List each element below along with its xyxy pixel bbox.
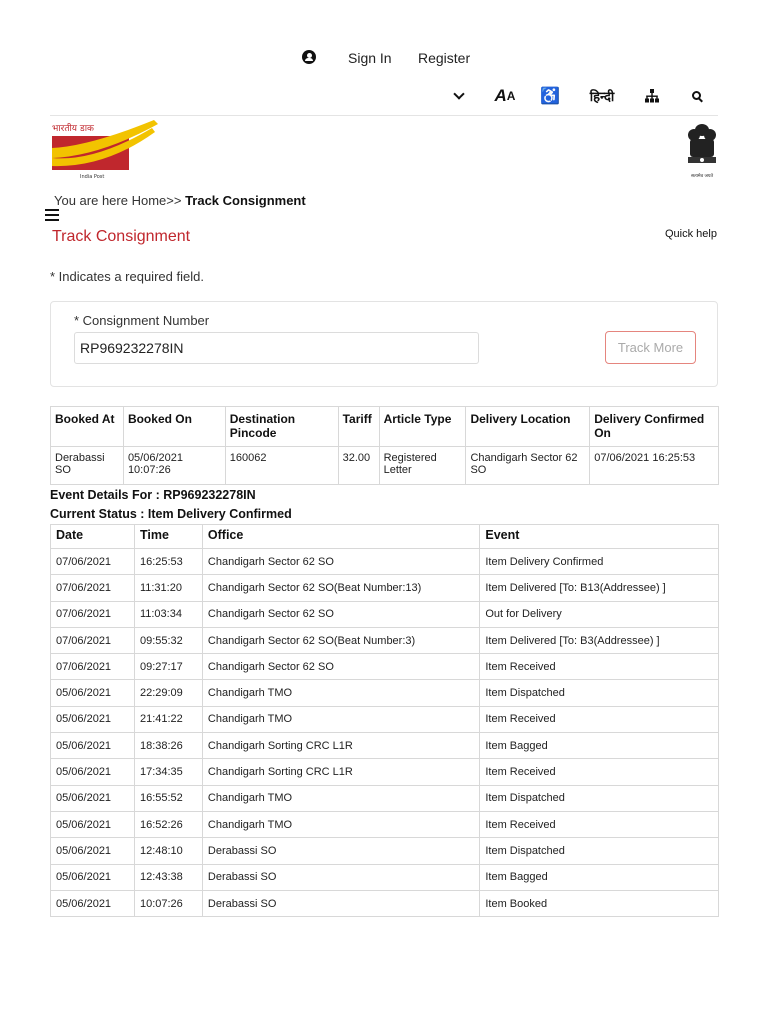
current-status: Current Status : Item Delivery Confirmed bbox=[50, 507, 292, 521]
events-table bbox=[50, 524, 719, 917]
table-cell: 05/06/2021 bbox=[51, 838, 135, 864]
table-cell: 21:41:22 bbox=[134, 706, 202, 732]
track-form bbox=[50, 301, 718, 387]
table-row bbox=[51, 733, 719, 759]
sign-in-link[interactable]: Sign In bbox=[348, 50, 392, 66]
table-cell: Out for Delivery bbox=[480, 601, 719, 627]
table-cell: Chandigarh Sector 62 SO bbox=[202, 549, 479, 575]
events-header-row bbox=[51, 525, 719, 549]
table-cell: Derabassi SO bbox=[202, 864, 479, 890]
events-header-cell: Event bbox=[480, 525, 719, 549]
events-header-cell: Office bbox=[202, 525, 479, 549]
booking-header-row bbox=[51, 407, 719, 447]
table-cell: Item Dispatched bbox=[480, 785, 719, 811]
booking-cell: 32.00 bbox=[338, 447, 379, 485]
table-cell: 12:43:38 bbox=[134, 864, 202, 890]
table-row bbox=[51, 864, 719, 890]
events-header-cell: Time bbox=[134, 525, 202, 549]
table-cell: 07/06/2021 bbox=[51, 575, 135, 601]
table-row bbox=[51, 785, 719, 811]
font-size-large-glyph: A bbox=[494, 86, 507, 105]
booking-details-table bbox=[50, 406, 719, 485]
table-cell: 05/06/2021 bbox=[51, 785, 135, 811]
menu-icon[interactable] bbox=[45, 209, 59, 221]
booking-cell: Registered Letter bbox=[379, 447, 466, 485]
table-cell: Item Dispatched bbox=[480, 838, 719, 864]
hindi-language-link[interactable]: हिन्दी bbox=[589, 89, 615, 104]
table-cell: 05/06/2021 bbox=[51, 890, 135, 916]
quick-help-link[interactable]: Quick help bbox=[665, 228, 717, 240]
table-cell: 11:03:34 bbox=[134, 601, 202, 627]
table-cell: Chandigarh Sorting CRC L1R bbox=[202, 759, 479, 785]
table-cell: 05/06/2021 bbox=[51, 864, 135, 890]
accessibility-toolbar bbox=[0, 84, 768, 110]
table-cell: 05/06/2021 bbox=[51, 759, 135, 785]
font-size-small-glyph: A bbox=[506, 89, 516, 103]
table-cell: 05/06/2021 bbox=[51, 811, 135, 837]
table-row bbox=[51, 549, 719, 575]
booking-header-cell: Booked At bbox=[51, 407, 124, 447]
table-cell: Derabassi SO bbox=[202, 890, 479, 916]
booking-header-cell: Article Type bbox=[379, 407, 466, 447]
table-cell: 09:55:32 bbox=[134, 627, 202, 653]
table-cell: 10:07:26 bbox=[134, 890, 202, 916]
india-post-logo[interactable] bbox=[50, 118, 160, 180]
register-link[interactable]: Register bbox=[418, 50, 471, 66]
logo-hindi-text: भारतीय डाक bbox=[52, 124, 94, 134]
table-cell: Chandigarh TMO bbox=[202, 706, 479, 732]
event-details-title: Event Details For : RP969232278IN bbox=[50, 488, 256, 502]
booking-cell: 05/06/2021 10:07:26 bbox=[123, 447, 225, 485]
table-cell: 05/06/2021 bbox=[51, 733, 135, 759]
page-title: Track Consignment bbox=[52, 228, 191, 245]
table-cell: 17:34:35 bbox=[134, 759, 202, 785]
user-icon[interactable] bbox=[302, 50, 316, 64]
table-row bbox=[51, 838, 719, 864]
table-cell: 16:25:53 bbox=[134, 549, 202, 575]
table-cell: 05/06/2021 bbox=[51, 706, 135, 732]
booking-row bbox=[51, 447, 719, 485]
emblem-motto: सत्यमेव जयते bbox=[690, 174, 714, 179]
booking-cell: 160062 bbox=[225, 447, 338, 485]
table-row bbox=[51, 890, 719, 916]
booking-header-cell: Tariff bbox=[338, 407, 379, 447]
table-cell: 18:38:26 bbox=[134, 733, 202, 759]
required-field-note: * Indicates a required field. bbox=[50, 269, 204, 284]
search-icon[interactable] bbox=[688, 84, 706, 108]
booking-header-cell: Destination Pincode bbox=[225, 407, 338, 447]
table-cell: 09:27:17 bbox=[134, 654, 202, 680]
table-cell: 05/06/2021 bbox=[51, 680, 135, 706]
table-cell: Item Received bbox=[480, 759, 719, 785]
table-cell: Chandigarh Sector 62 SO(Beat Number:3) bbox=[202, 627, 479, 653]
table-row bbox=[51, 654, 719, 680]
consignment-number-label: * Consignment Number bbox=[74, 313, 210, 328]
table-cell: Derabassi SO bbox=[202, 838, 479, 864]
breadcrumb-current: Track Consignment bbox=[185, 193, 306, 208]
table-cell: Item Received bbox=[480, 654, 719, 680]
logo-english-text: India Post bbox=[80, 174, 105, 180]
table-cell: Item Delivery Confirmed bbox=[480, 549, 719, 575]
table-cell: 07/06/2021 bbox=[51, 654, 135, 680]
header-divider bbox=[50, 115, 718, 116]
table-row bbox=[51, 811, 719, 837]
font-size-icon[interactable] bbox=[493, 84, 517, 108]
table-cell: 11:31:20 bbox=[134, 575, 202, 601]
table-row bbox=[51, 575, 719, 601]
sitemap-icon[interactable] bbox=[643, 84, 661, 108]
booking-header-cell: Booked On bbox=[123, 407, 225, 447]
table-cell: Item Received bbox=[480, 811, 719, 837]
table-cell: 07/06/2021 bbox=[51, 601, 135, 627]
booking-cell: 07/06/2021 16:25:53 bbox=[590, 447, 719, 485]
table-cell: Chandigarh Sector 62 SO bbox=[202, 601, 479, 627]
table-cell: Item Booked bbox=[480, 890, 719, 916]
table-cell: 16:52:26 bbox=[134, 811, 202, 837]
booking-header-cell: Delivery Confirmed On bbox=[590, 407, 719, 447]
booking-cell: Derabassi SO bbox=[51, 447, 124, 485]
accessibility-icon[interactable]: ♿ bbox=[540, 88, 560, 105]
table-row bbox=[51, 601, 719, 627]
booking-header-cell: Delivery Location bbox=[466, 407, 590, 447]
table-cell: Chandigarh TMO bbox=[202, 811, 479, 837]
top-header bbox=[0, 44, 768, 72]
consignment-number-input[interactable] bbox=[74, 332, 479, 364]
breadcrumb bbox=[54, 193, 306, 208]
table-row bbox=[51, 627, 719, 653]
table-cell: 16:55:52 bbox=[134, 785, 202, 811]
table-cell: 07/06/2021 bbox=[51, 627, 135, 653]
table-cell: Item Dispatched bbox=[480, 680, 719, 706]
table-cell: 07/06/2021 bbox=[51, 549, 135, 575]
table-cell: 22:29:09 bbox=[134, 680, 202, 706]
table-cell: Chandigarh TMO bbox=[202, 680, 479, 706]
events-header-cell: Date bbox=[51, 525, 135, 549]
table-row bbox=[51, 706, 719, 732]
table-cell: Chandigarh Sorting CRC L1R bbox=[202, 733, 479, 759]
table-cell: Item Delivered [To: B3(Addressee) ] bbox=[480, 627, 719, 653]
table-cell: Item Bagged bbox=[480, 733, 719, 759]
table-cell: Chandigarh Sector 62 SO bbox=[202, 654, 479, 680]
table-cell: Chandigarh TMO bbox=[202, 785, 479, 811]
breadcrumb-prefix[interactable]: You are here Home>> bbox=[54, 193, 186, 208]
table-row bbox=[51, 680, 719, 706]
table-cell: Chandigarh Sector 62 SO(Beat Number:13) bbox=[202, 575, 479, 601]
table-cell: Item Delivered [To: B13(Addressee) ] bbox=[480, 575, 719, 601]
table-cell: 12:48:10 bbox=[134, 838, 202, 864]
chevron-down-icon[interactable] bbox=[450, 84, 468, 108]
table-cell: Item Received bbox=[480, 706, 719, 732]
table-cell: Item Bagged bbox=[480, 864, 719, 890]
table-row bbox=[51, 759, 719, 785]
track-more-button[interactable]: Track More bbox=[605, 331, 696, 364]
booking-cell: Chandigarh Sector 62 SO bbox=[466, 447, 590, 485]
national-emblem bbox=[684, 122, 720, 180]
